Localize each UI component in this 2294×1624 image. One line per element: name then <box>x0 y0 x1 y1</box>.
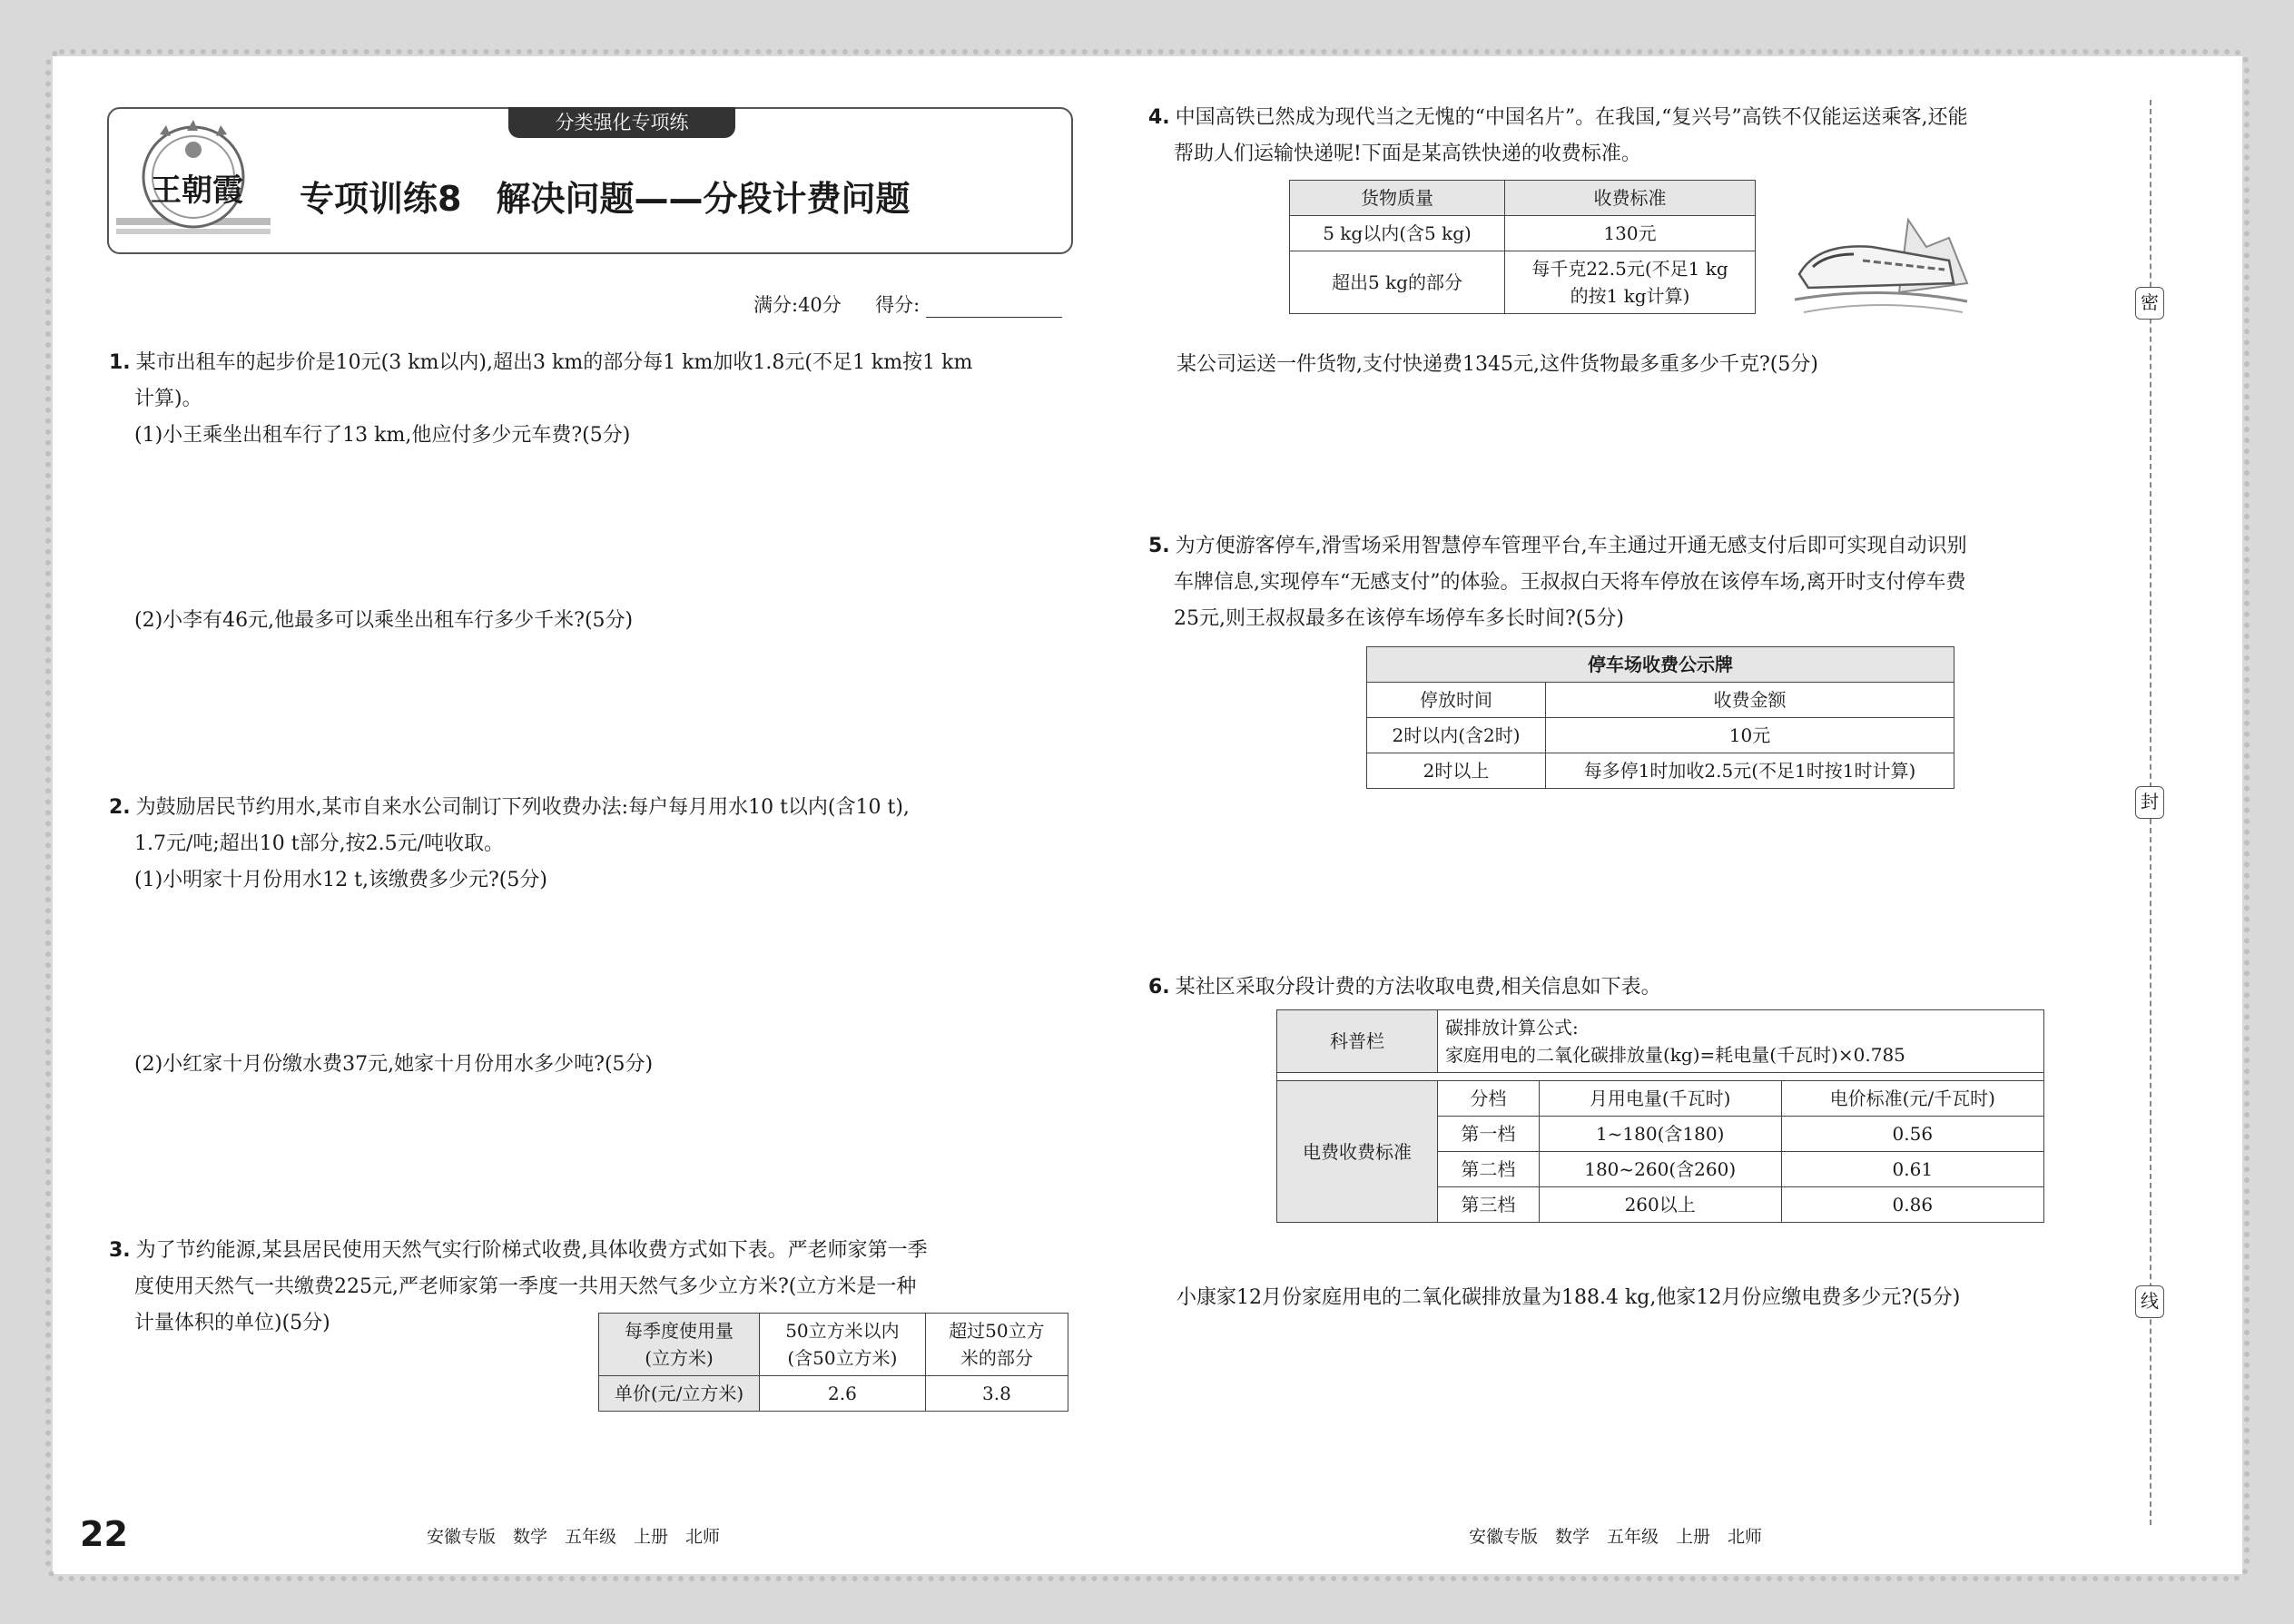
train-illustration <box>1790 211 1972 329</box>
sub-question: (2)小红家十月份缴水费37元,她家十月份用水多少吨?(5分) <box>134 1053 654 1076</box>
question-2 <box>109 790 1071 899</box>
question-text: 帮助人们运输快递呢!下面是某高铁快递的收费标准。 <box>1174 143 1641 165</box>
table-spacer <box>1277 1073 2044 1081</box>
footer-left: 安徽专版 数学 五年级 上册 北师 <box>427 1527 721 1547</box>
table-cell: 每多停1时加收2.5元(不足1时按1时计算) <box>1546 753 1954 789</box>
table-header-cell: 电价标准(元/千瓦时) <box>1781 1081 2043 1117</box>
question-5 <box>1148 528 2120 637</box>
question-number: 5. <box>1148 535 1170 557</box>
table-cell: 每千克22.5元(不足1 kg 的按1 kg计算) <box>1505 251 1756 314</box>
question-text: 某公司运送一件货物,支付快递费1345元,这件货物最多重多少千克?(5分) <box>1177 353 1818 376</box>
side-mark-mi: 密 <box>2135 287 2164 320</box>
question-text: 1.7元/吨;超出10 t部分,按2.5元/吨收取。 <box>134 832 505 855</box>
got-score-label: 得分: <box>875 294 921 316</box>
question-text: 为了节约能源,某县居民使用天然气实行阶梯式收费,具体收费方式如下表。严老师家第一季 <box>135 1239 928 1262</box>
question-text: 中国高铁已然成为现代当之无愧的“中国名片”。在我国,“复兴号”高铁不仅能运送乘客,还能 <box>1175 106 1968 129</box>
table-cell: 5 kg以内(含5 kg) <box>1290 216 1505 251</box>
table-cell: 1~180(含180) <box>1539 1117 1781 1152</box>
table-header-cell: 收费金额 <box>1546 683 1954 718</box>
table-cell: 第三档 <box>1438 1187 1540 1223</box>
table-header-cell: 每季度使用量 (立方米) <box>599 1314 760 1376</box>
table-header-cell: 收费标准 <box>1505 181 1756 216</box>
score-blank[interactable] <box>926 299 1062 318</box>
side-mark-xian: 线 <box>2135 1285 2164 1318</box>
logo-text: 王朝霞 <box>151 172 243 209</box>
sub-question: (2)小李有46元,他最多可以乘坐出租车行多少千米?(5分) <box>134 609 634 632</box>
question-text: 度使用天然气一共缴费225元,严老师家第一季度一共用天然气多少立方米?(立方米是一种 <box>134 1275 917 1298</box>
table-cell: 0.56 <box>1781 1117 2043 1152</box>
question-text: 某社区采取分段计费的方法收取电费,相关信息如下表。 <box>1175 976 1661 999</box>
sub-question: (1)小王乘坐出租车行了13 km,他应付多少元车费?(5分) <box>134 424 631 447</box>
question-text: 车牌信息,实现停车“无感支付”的体验。王叔叔白天将车停放在该停车场,离开时支付停车费 <box>1174 571 1966 594</box>
header-banner <box>107 107 1073 254</box>
table-cell: 260以上 <box>1539 1187 1781 1223</box>
question-text: 小康家12月份家庭用电的二氧化碳排放量为188.4 kg,他家12月份应缴电费多少元?(5分) <box>1177 1286 1961 1309</box>
table-cell: 10元 <box>1546 718 1954 753</box>
parking-fee-table <box>1366 646 1954 789</box>
question-number: 1. <box>109 351 131 374</box>
question-text: 25元,则王叔叔最多在该停车场停车多长时间?(5分) <box>1174 607 1624 630</box>
question-text: 为方便游客停车,滑雪场采用智慧停车管理平台,车主通过开通无感支付后即可实现自动识别 <box>1175 535 1967 557</box>
kepu-label: 科普栏 <box>1277 1010 1438 1073</box>
electricity-table <box>1276 1009 2044 1223</box>
express-fee-table <box>1289 180 1756 314</box>
sub-question: (1)小明家十月份用水12 t,该缴费多少元?(5分) <box>134 869 547 891</box>
table-cell: 2时以上 <box>1367 753 1546 789</box>
table-header-cell: 超过50立方 米的部分 <box>925 1314 1068 1376</box>
logo <box>116 118 271 245</box>
question-text: 某市出租车的起步价是10元(3 km以内),超出3 km的部分每1 km加收1.8元(不足1 km按1 km <box>135 351 973 374</box>
table-caption: 停车场收费公示牌 <box>1367 647 1954 683</box>
question-4-ask <box>1177 347 1818 383</box>
page-number: 22 <box>80 1514 128 1554</box>
table-cell: 2时以内(含2时) <box>1367 718 1546 753</box>
gas-price-table <box>598 1313 1068 1412</box>
table-header-cell: 月用电量(千瓦时) <box>1539 1081 1781 1117</box>
formula-cell: 碳排放计算公式: 家庭用电的二氧化碳排放量(kg)=耗电量(千瓦时)×0.785 <box>1438 1010 2044 1073</box>
question-2-sub2 <box>134 1047 653 1083</box>
table-header-cell: 停放时间 <box>1367 683 1546 718</box>
question-number: 4. <box>1148 106 1170 129</box>
table-cell: 130元 <box>1505 216 1756 251</box>
header-badge-text: 分类强化专项练 <box>555 112 689 133</box>
table-header-cell: 货物质量 <box>1290 181 1505 216</box>
table-cell: 第二档 <box>1438 1152 1540 1187</box>
table-row-label: 单价(元/立方米) <box>599 1376 760 1412</box>
high-speed-train-icon <box>1790 211 1972 329</box>
question-6 <box>1148 969 1661 1006</box>
question-number: 6. <box>1148 976 1170 999</box>
question-number: 2. <box>109 796 131 819</box>
table-cell: 2.6 <box>760 1376 926 1412</box>
footer-right: 安徽专版 数学 五年级 上册 北师 <box>1469 1527 1763 1547</box>
standard-label: 电费收费标准 <box>1277 1081 1438 1223</box>
question-text: 为鼓励居民节约用水,某市自来水公司制订下列收费办法:每户每月用水10 t以内(含10 t), <box>135 796 910 819</box>
page-title: 专项训练8 解决问题——分段计费问题 <box>300 179 911 219</box>
question-6-ask <box>1177 1280 1960 1316</box>
question-number: 3. <box>109 1239 131 1262</box>
table-cell: 0.86 <box>1781 1187 2043 1223</box>
score-line <box>753 290 1062 318</box>
table-header-cell: 50立方米以内 (含50立方米) <box>760 1314 926 1376</box>
side-mark-feng: 封 <box>2135 786 2164 819</box>
question-4 <box>1148 100 2120 172</box>
table-cell: 第一档 <box>1438 1117 1540 1152</box>
table-header-cell: 分档 <box>1438 1081 1540 1117</box>
header-badge <box>508 107 735 138</box>
table-cell: 0.61 <box>1781 1152 2043 1187</box>
table-cell: 180~260(含260) <box>1539 1152 1781 1187</box>
question-text: 计量体积的单位)(5分) <box>134 1312 330 1334</box>
table-cell: 3.8 <box>925 1376 1068 1412</box>
question-1 <box>109 345 1071 454</box>
table-cell: 超出5 kg的部分 <box>1290 251 1505 314</box>
question-1-sub2 <box>134 603 633 639</box>
full-score: 满分:40分 <box>753 294 842 316</box>
question-text: 计算)。 <box>134 388 202 410</box>
